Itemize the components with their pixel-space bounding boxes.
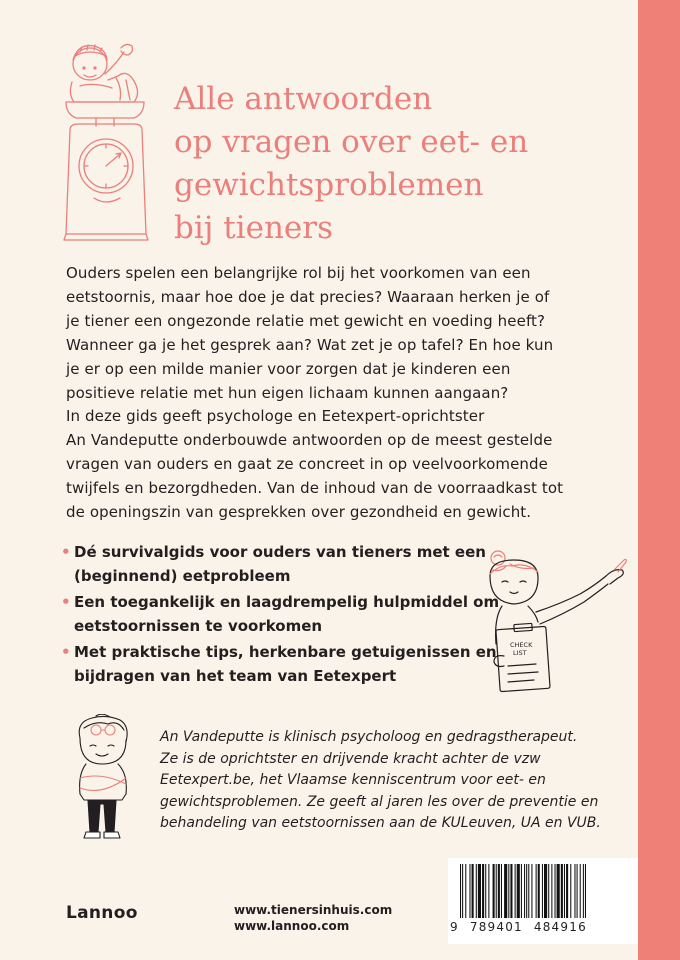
barcode-bar (542, 864, 543, 918)
barcode-bar (472, 864, 474, 918)
feature-bullet (60, 540, 486, 588)
barcode-bar (521, 864, 522, 918)
barcode-bar (564, 864, 565, 918)
barcode-bar (528, 864, 529, 918)
publisher-logo: Lannoo (66, 903, 138, 923)
isbn-digit-group: 9 (450, 920, 459, 934)
barcode-bar (577, 864, 578, 918)
title-line: gewichtsproblemen (174, 167, 484, 203)
barcode-bar (488, 864, 489, 918)
barcode-bar (544, 864, 547, 918)
barcode-bar (469, 864, 470, 918)
barcode-bar (460, 864, 461, 918)
bullet-line: Met praktische tips, herkenbare getuigenissen en (74, 643, 497, 661)
barcode-bar (536, 864, 537, 918)
barcode-bar (465, 864, 466, 918)
feature-bullet (60, 590, 500, 638)
bio-line: gewichtsproblemen. Ze geeft al jaren les over de preventie en (160, 793, 599, 810)
guide-line: twijfels en bezorgdheden. Van de inhoud van de voorraadkast tot (66, 479, 564, 497)
bio-line: An Vandeputte is klinisch psycholoog en gedragstherapeut. (160, 729, 578, 745)
barcode-bar (515, 864, 516, 918)
barcode-bar (476, 864, 477, 918)
girl-with-checklist-illustration (476, 544, 632, 696)
feature-bullet-list (60, 540, 500, 690)
barcode-bar (531, 864, 532, 918)
guide-paragraph (66, 404, 586, 524)
barcode-bar (574, 864, 575, 918)
website-url[interactable]: www.tienersinhuis.com (234, 903, 393, 917)
barcode-bar (517, 864, 520, 918)
guide-line: vragen van ouders en gaat ze concreet in op veelvoorkomende (66, 455, 548, 473)
intro-line: je er op een milde manier voor zorgen dat je kinderen een (66, 360, 511, 378)
isbn-digit-group: 484916 (533, 920, 587, 934)
title-line: op vragen over eet- en (174, 124, 529, 160)
barcode-bar (526, 864, 527, 918)
website-links (234, 902, 392, 934)
website-url[interactable]: www.lannoo.com (234, 919, 350, 933)
barcode-bar (478, 864, 481, 918)
barcode-bar (524, 864, 525, 918)
barcode-bar (493, 864, 495, 918)
feature-bullet (60, 640, 497, 688)
intro-paragraph (66, 261, 586, 405)
isbn-number (450, 920, 634, 934)
bio-line: Ze is de oprichtster en drijvende kracht achter de vzw (160, 750, 541, 767)
barcode-bar (462, 864, 463, 918)
title-line: bij tieners (174, 210, 333, 246)
barcode-bar (566, 864, 568, 918)
barcode-bar (482, 864, 484, 918)
intro-line: eetstoornis, maar hoe doe je dat precies? Waaraan herken je of (66, 288, 550, 306)
intro-line: positieve relatie met hun eigen lichaam kunnen aangaan? (66, 384, 509, 402)
barcode-bar (561, 864, 563, 918)
barcode-bar (510, 864, 512, 918)
barcode-bar (501, 864, 502, 918)
intro-line: Ouders spelen een belangrijke rol bij het voorkomen van een (66, 264, 531, 282)
barcode-bar (585, 864, 586, 918)
bullet-line: eetstoornissen te voorkomen (74, 617, 323, 635)
bullet-line: Dé survivalgids voor ouders van tieners met een (74, 543, 486, 561)
checklist-label: LIST (513, 649, 527, 657)
barcode-bar (496, 864, 497, 918)
barcode-bar (538, 864, 540, 918)
author-portrait-illustration (70, 714, 144, 844)
bullet-marker: • (61, 543, 71, 561)
guide-line: In deze gids geeft psychologe en Eetexpert-oprichtster (66, 407, 485, 425)
barcode-bar (557, 864, 560, 918)
barcode-bars (448, 858, 638, 920)
cover-spine-band (638, 0, 680, 960)
bio-line: Eetexpert.be, het Vlaamse kenniscentrum voor eet- en (160, 772, 546, 788)
bullet-line: (beginnend) eetprobleem (74, 567, 291, 585)
barcode-bar (570, 864, 571, 918)
barcode-bar (580, 864, 581, 918)
bullet-line: bijdragen van het team van Eetexpert (74, 667, 397, 685)
barcode-bar (485, 864, 486, 918)
barcode-bar (504, 864, 507, 918)
barcode-bar (508, 864, 509, 918)
isbn-digit-group: 789401 (469, 920, 523, 934)
author-bio (160, 727, 600, 835)
barcode-bar (555, 864, 556, 918)
cover-title (174, 78, 614, 250)
guide-line: An Vandeputte onderbouwde antwoorden op de meest gestelde (66, 431, 553, 449)
bullet-marker: • (61, 643, 71, 661)
guide-line: de openingszin van gesprekken over gezondheid en gewicht. (66, 503, 532, 521)
bio-line: behandeling van eetstoornissen aan de KULeuven, UA en VUB. (160, 815, 601, 831)
barcode-bar (498, 864, 500, 918)
isbn-barcode (448, 858, 638, 944)
bullet-line: Een toegankelijk en laagdrempelig hulpmiddel om (74, 593, 500, 611)
checklist-label: CHECK (510, 641, 533, 649)
barcode-bar (548, 864, 549, 918)
title-line: Alle antwoorden (174, 81, 433, 117)
kitchen-scale-child-illustration (60, 38, 170, 244)
bullet-marker: • (61, 593, 71, 611)
barcode-bar (551, 864, 552, 918)
intro-line: je tiener een ongezonde relatie met gewicht en voeding heeft? (66, 312, 546, 330)
barcode-bar (583, 864, 584, 918)
intro-line: Wanneer ga je het gesprek aan? Wat zet je op tafel? En hoe kun (66, 336, 554, 354)
